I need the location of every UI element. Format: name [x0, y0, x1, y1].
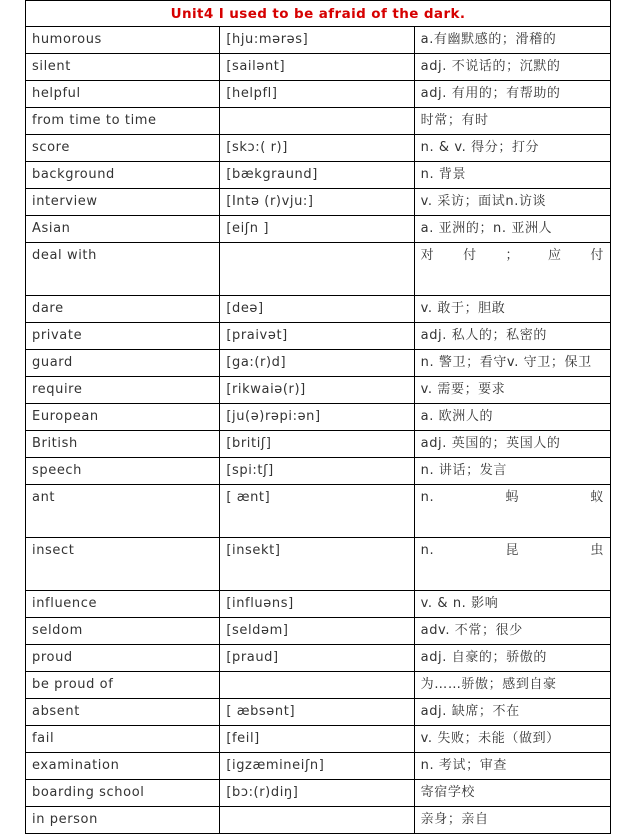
phonetic-cell: [Intə (r)vju:]: [220, 189, 414, 216]
word-cell: be proud of: [26, 672, 220, 699]
phonetic-cell: [praud]: [220, 645, 414, 672]
vocab-row: [26, 108, 611, 135]
meaning-cell: 对 付 ； 应 付: [414, 243, 610, 296]
word-cell: insect: [26, 538, 220, 591]
meaning-cell: v. 敢于；胆敢: [414, 296, 610, 323]
meaning-cell: adv. 不常；很少: [414, 618, 610, 645]
meaning-cell: n. 背景: [414, 162, 610, 189]
vocab-row: [26, 672, 611, 699]
word-cell: seldom: [26, 618, 220, 645]
meaning-cell: adj. 自豪的；骄傲的: [414, 645, 610, 672]
meaning-cell: v. 需要；要求: [414, 377, 610, 404]
word-cell: British: [26, 431, 220, 458]
phonetic-cell: [influəns]: [220, 591, 414, 618]
word-cell: require: [26, 377, 220, 404]
vocab-row: [26, 780, 611, 807]
phonetic-cell: [eiʃn ]: [220, 216, 414, 243]
phonetic-cell: [deə]: [220, 296, 414, 323]
phonetic-cell: [sailənt]: [220, 54, 414, 81]
word-cell: proud: [26, 645, 220, 672]
word-cell: in person: [26, 807, 220, 834]
meaning-cell: adj. 私人的；私密的: [414, 323, 610, 350]
word-cell: ant: [26, 485, 220, 538]
word-cell: fail: [26, 726, 220, 753]
phonetic-cell: [220, 243, 414, 296]
vocab-row: [26, 323, 611, 350]
meaning-cell: n. 考试；审查: [414, 753, 610, 780]
phonetic-cell: [rikwaiə(r)]: [220, 377, 414, 404]
meaning-cell: a.有幽默感的；滑稽的: [414, 27, 610, 54]
phonetic-cell: [praivət]: [220, 323, 414, 350]
phonetic-cell: [insekt]: [220, 538, 414, 591]
phonetic-cell: [220, 807, 414, 834]
vocab-row: [26, 699, 611, 726]
phonetic-cell: [bɔ:(r)diŋ]: [220, 780, 414, 807]
meaning-cell: v. & n. 影响: [414, 591, 610, 618]
vocab-row: [26, 81, 611, 108]
vocab-row: [26, 54, 611, 81]
meaning-cell: n. & v. 得分；打分: [414, 135, 610, 162]
word-cell: absent: [26, 699, 220, 726]
meaning-cell: v. 采访；面试n.访谈: [414, 189, 610, 216]
word-cell: boarding school: [26, 780, 220, 807]
meaning-cell: n. 昆 虫: [414, 538, 610, 591]
vocab-row: [26, 807, 611, 834]
word-cell: from time to time: [26, 108, 220, 135]
vocab-row: [26, 135, 611, 162]
phonetic-cell: [bækgraund]: [220, 162, 414, 189]
phonetic-cell: [seldəm]: [220, 618, 414, 645]
word-cell: European: [26, 404, 220, 431]
meaning-cell: adj. 有用的；有帮助的: [414, 81, 610, 108]
phonetic-cell: [spi:tʃ]: [220, 458, 414, 485]
vocabulary-table: [25, 0, 611, 834]
vocab-row: [26, 726, 611, 753]
meaning-cell: adj. 英国的；英国人的: [414, 431, 610, 458]
meaning-cell: 时常；有时: [414, 108, 610, 135]
word-cell: Asian: [26, 216, 220, 243]
meaning-cell: adj. 不说话的；沉默的: [414, 54, 610, 81]
word-cell: background: [26, 162, 220, 189]
meaning-cell: 为……骄傲；感到自豪: [414, 672, 610, 699]
vocab-row: [26, 485, 611, 538]
meaning-cell: n. 讲话；发言: [414, 458, 610, 485]
phonetic-cell: [feil]: [220, 726, 414, 753]
meaning-cell: 亲身；亲自: [414, 807, 610, 834]
vocab-row: [26, 538, 611, 591]
word-cell: examination: [26, 753, 220, 780]
vocab-row: [26, 162, 611, 189]
phonetic-cell: [igzæmineiʃn]: [220, 753, 414, 780]
phonetic-cell: [helpfl]: [220, 81, 414, 108]
phonetic-cell: [ju(ə)rəpi:ən]: [220, 404, 414, 431]
meaning-cell: 寄宿学校: [414, 780, 610, 807]
phonetic-cell: [ ænt]: [220, 485, 414, 538]
meaning-cell: a. 亚洲的；n. 亚洲人: [414, 216, 610, 243]
word-cell: guard: [26, 350, 220, 377]
phonetic-cell: [skɔ:( r)]: [220, 135, 414, 162]
phonetic-cell: [hju:mərəs]: [220, 27, 414, 54]
vocab-row: [26, 377, 611, 404]
vocab-row: [26, 350, 611, 377]
vocab-row: [26, 645, 611, 672]
meaning-cell: n. 蚂 蚁: [414, 485, 610, 538]
title-row: [26, 1, 611, 27]
word-cell: humorous: [26, 27, 220, 54]
phonetic-cell: [ga:(r)d]: [220, 350, 414, 377]
word-cell: silent: [26, 54, 220, 81]
meaning-cell: adj. 缺席；不在: [414, 699, 610, 726]
word-cell: influence: [26, 591, 220, 618]
word-cell: score: [26, 135, 220, 162]
vocab-row: [26, 216, 611, 243]
vocab-row: [26, 753, 611, 780]
meaning-cell: a. 欧洲人的: [414, 404, 610, 431]
phonetic-cell: [ æbsənt]: [220, 699, 414, 726]
vocab-row: [26, 243, 611, 296]
vocabulary-table-body: [26, 1, 611, 834]
phonetic-cell: [britiʃ]: [220, 431, 414, 458]
phonetic-cell: [220, 108, 414, 135]
word-cell: deal with: [26, 243, 220, 296]
word-cell: private: [26, 323, 220, 350]
vocab-row: [26, 431, 611, 458]
vocab-row: [26, 591, 611, 618]
vocab-row: [26, 296, 611, 323]
word-cell: dare: [26, 296, 220, 323]
word-cell: speech: [26, 458, 220, 485]
word-cell: interview: [26, 189, 220, 216]
phonetic-cell: [220, 672, 414, 699]
word-cell: helpful: [26, 81, 220, 108]
meaning-cell: n. 警卫；看守v. 守卫；保卫: [414, 350, 610, 377]
unit-title: Unit4 I used to be afraid of the dark.: [26, 1, 611, 27]
vocab-row: [26, 404, 611, 431]
vocab-row: [26, 189, 611, 216]
vocab-row: [26, 27, 611, 54]
vocab-row: [26, 458, 611, 485]
meaning-cell: v. 失败；未能（做到）: [414, 726, 610, 753]
vocab-row: [26, 618, 611, 645]
